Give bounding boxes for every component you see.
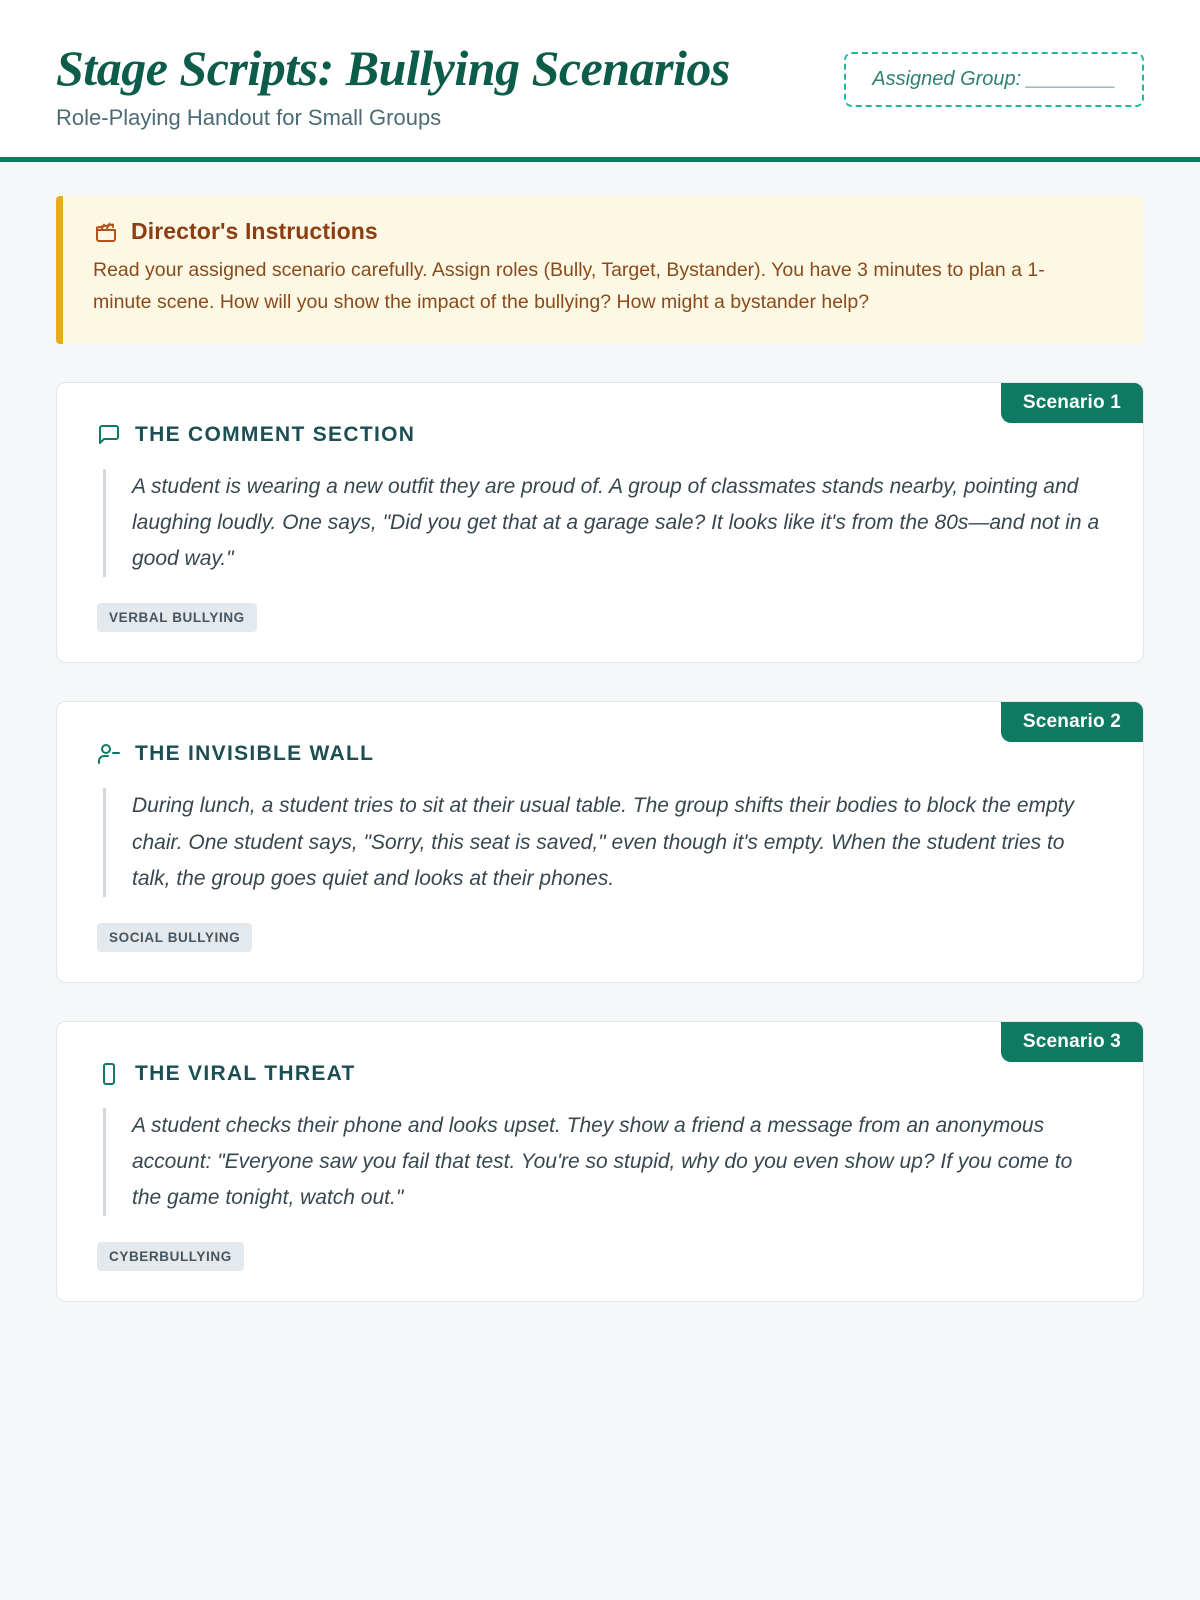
title-block bbox=[56, 42, 844, 131]
scenario-header bbox=[97, 1062, 1103, 1086]
directors-instructions-callout bbox=[56, 196, 1144, 344]
scenario-title: THE INVISIBLE WALL bbox=[135, 742, 375, 766]
scenario-badge: Scenario 2 bbox=[1001, 702, 1143, 742]
callout-title: Director's Instructions bbox=[131, 218, 378, 244]
callout-header bbox=[93, 218, 1116, 245]
header-row bbox=[56, 42, 1144, 131]
scenario-text: During lunch, a student tries to sit at their usual table. The group shifts their bodies to block the empty chair. One student says, "Sorry, this seat is saved," even though it's empty. When the student tries to talk, the group goes quiet and looks at their phones. bbox=[103, 788, 1103, 896]
smartphone-icon bbox=[97, 1062, 121, 1086]
scenario-card bbox=[56, 382, 1144, 663]
document-header bbox=[0, 0, 1200, 162]
assigned-group-field[interactable] bbox=[844, 52, 1144, 107]
scenario-card bbox=[56, 701, 1144, 982]
scenario-card bbox=[56, 1021, 1144, 1302]
callout-text: Read your assigned scenario carefully. Assign roles (Bully, Target, Bystander). You have 3 minutes to plan a 1-minute scene. How will you show the impact of the bullying? How might a bystander help? bbox=[93, 259, 1045, 313]
scenario-header bbox=[97, 742, 1103, 766]
page-title: Stage Scripts: Bullying Scenarios bbox=[56, 40, 730, 96]
scenario-badge: Scenario 1 bbox=[1001, 383, 1143, 423]
scenario-tag: SOCIAL BULLYING bbox=[97, 923, 252, 952]
page-subtitle: Role-Playing Handout for Small Groups bbox=[56, 105, 442, 130]
scenario-text: A student checks their phone and looks upset. They show a friend a message from an anonymous account: "Everyone saw you fail that test. You're so stupid, why do you even show up? If you come to the game tonight, watch out." bbox=[103, 1108, 1103, 1216]
scenario-title: THE VIRAL THREAT bbox=[135, 1061, 356, 1085]
scenario-tag: VERBAL BULLYING bbox=[97, 603, 257, 632]
scenario-header bbox=[97, 423, 1103, 447]
assigned-group-label: Assigned Group: ________ bbox=[872, 68, 1116, 90]
scenario-title: THE COMMENT SECTION bbox=[135, 423, 416, 447]
speech-bubble-icon bbox=[97, 423, 121, 447]
scenario-badge: Scenario 3 bbox=[1001, 1022, 1143, 1062]
scenario-text: A student is wearing a new outfit they are proud of. A group of classmates stands nearby, pointing and laughing loudly. One says, "Did you get that at a garage sale? It looks like it's from the 80s—and not in a good way." bbox=[103, 469, 1103, 577]
clapperboard-icon bbox=[93, 220, 119, 244]
person-minus-icon bbox=[97, 742, 121, 766]
scenario-tag: CYBERBULLYING bbox=[97, 1242, 244, 1271]
document-body bbox=[0, 162, 1200, 1390]
